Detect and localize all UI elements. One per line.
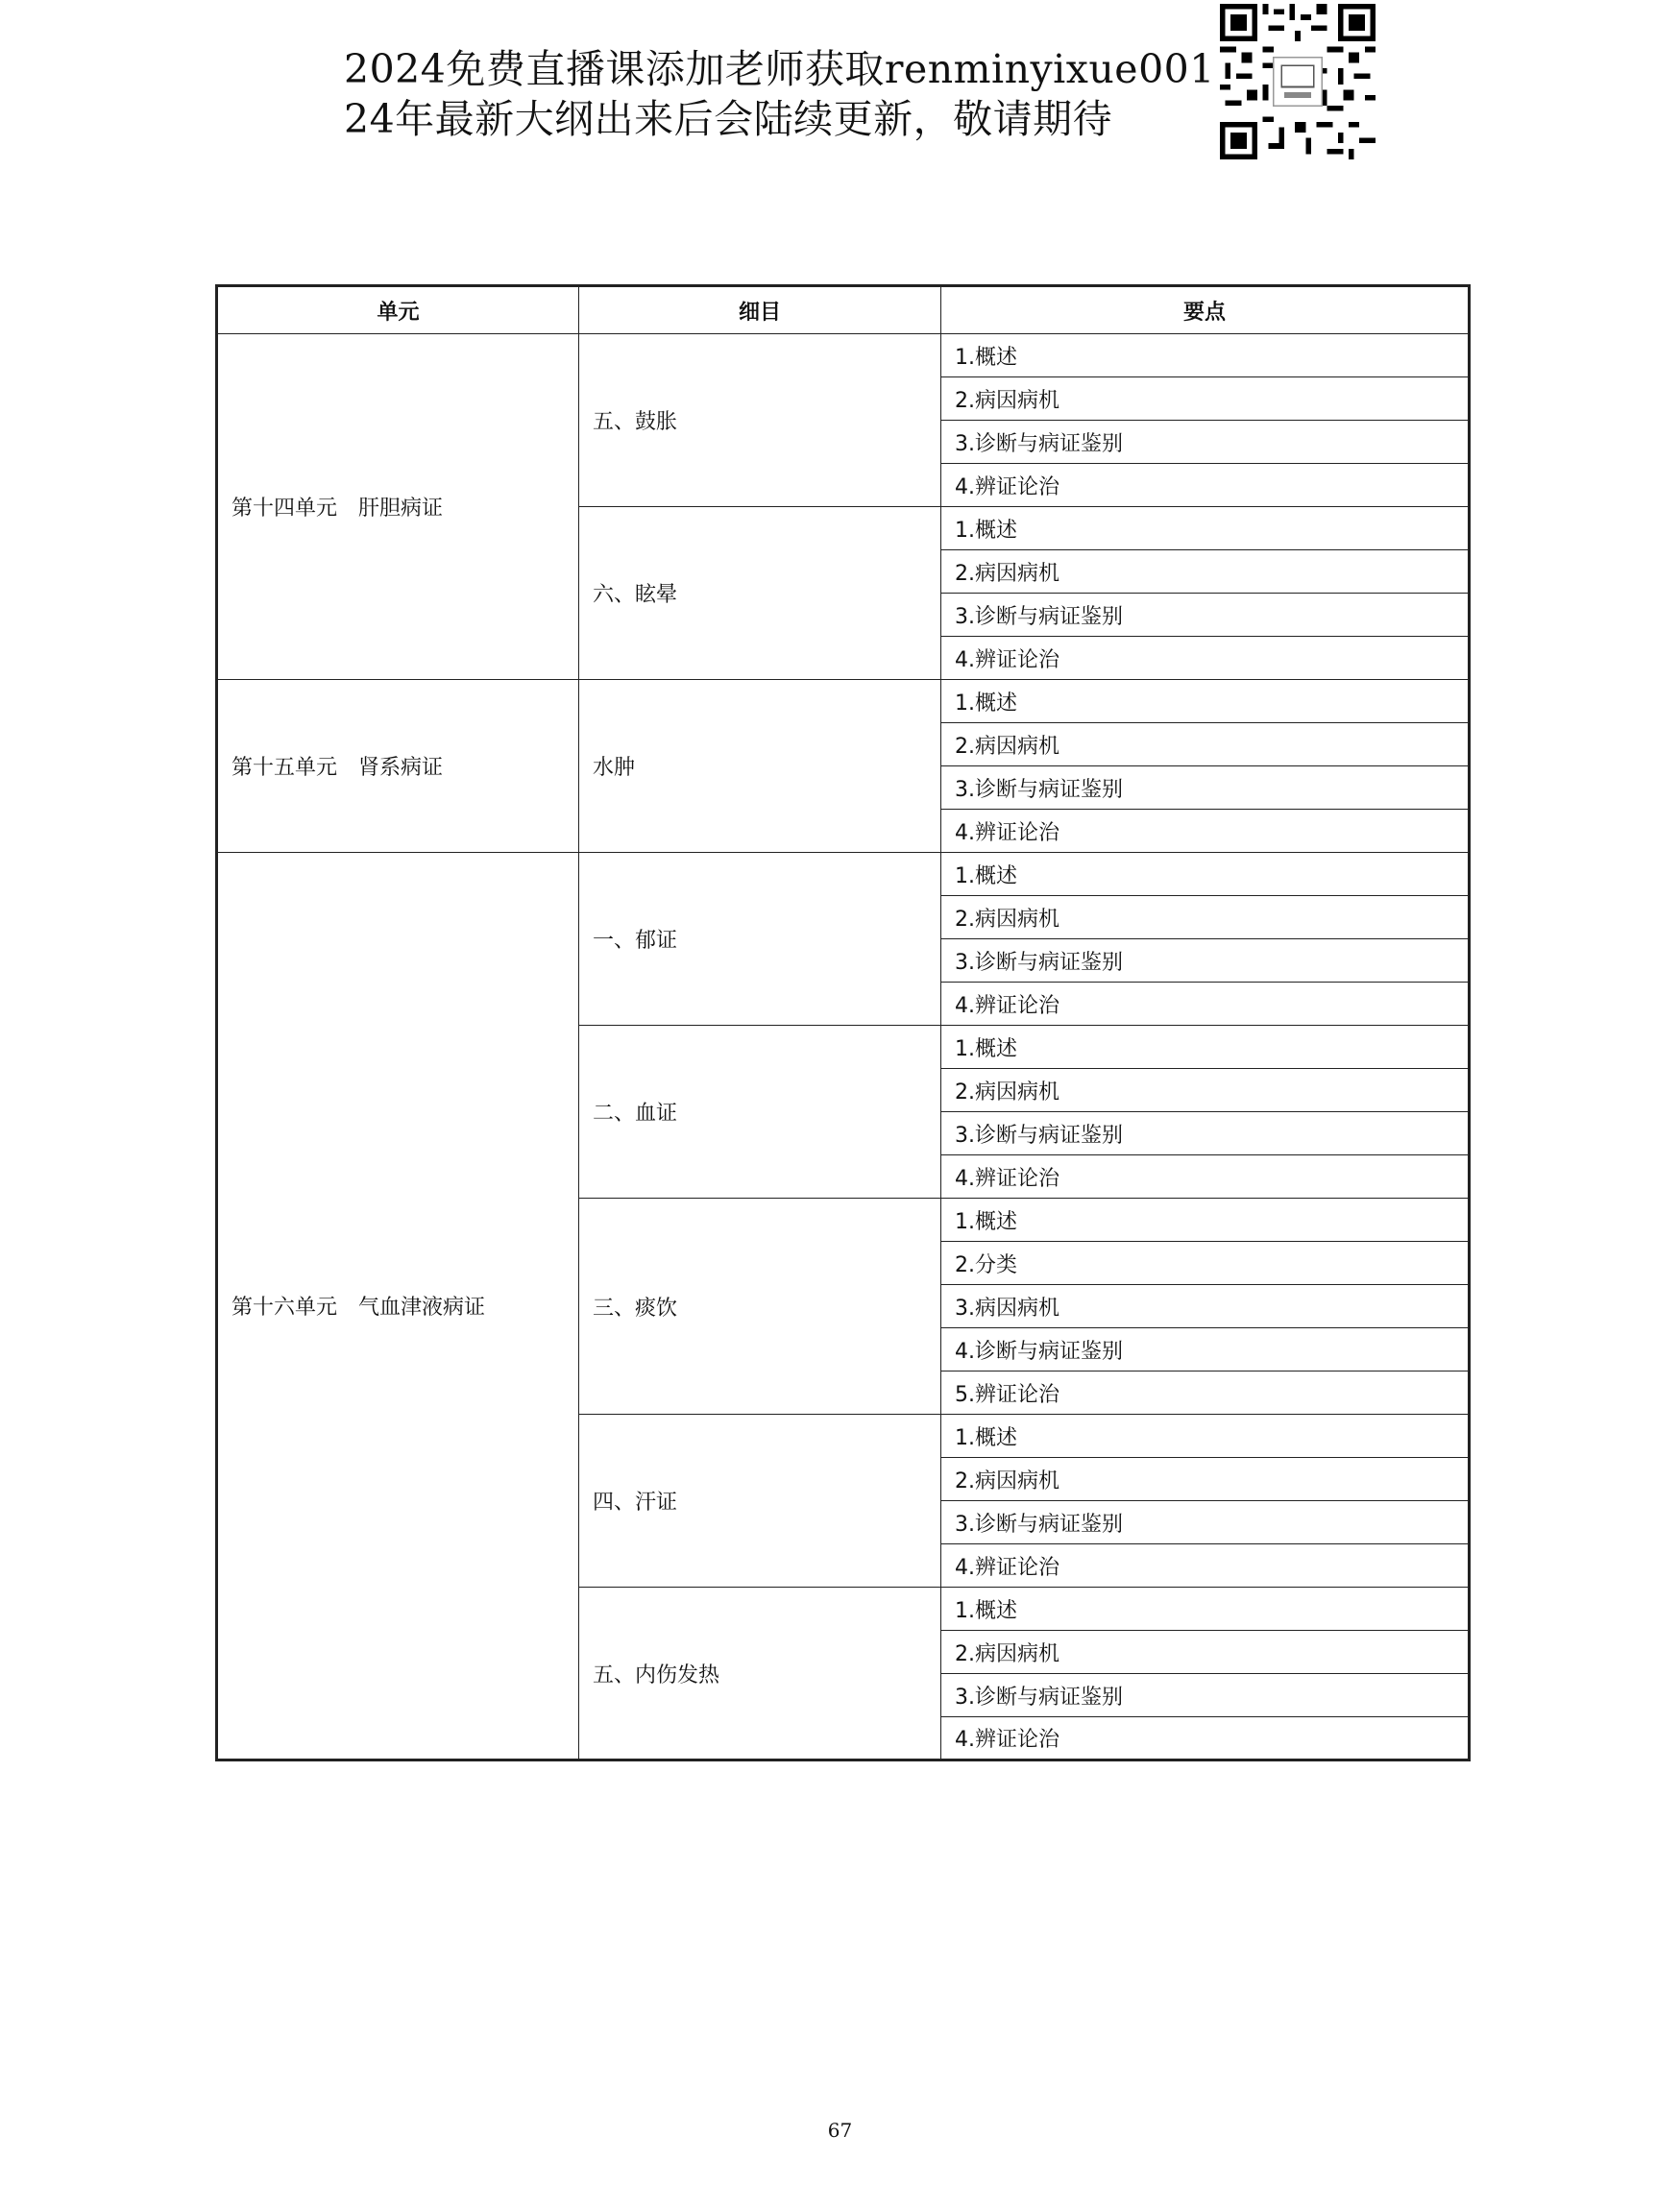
table-row [217,853,1470,896]
point-cell: 2.病因病机 [941,377,1470,421]
point-cell: 1.概述 [941,507,1470,550]
unit-cell: 第十四单元 肝胆病证 [217,334,579,680]
point-cell: 1.概述 [941,853,1470,896]
point-cell: 2.病因病机 [941,1069,1470,1112]
point-cell: 3.诊断与病证鉴别 [941,1674,1470,1717]
item-cell: 三、痰饮 [579,1199,941,1415]
header-line-2: 24年最新大纲出来后会陆续更新，敬请期待 [344,96,1113,142]
item-cell: 五、内伤发热 [579,1588,941,1760]
table-row [217,334,1470,377]
point-cell: 4.辨证论治 [941,1717,1470,1760]
point-cell: 5.辨证论治 [941,1372,1470,1415]
item-cell: 水肿 [579,680,941,853]
table-row [217,680,1470,723]
item-cell: 六、眩晕 [579,507,941,680]
syllabus-table [215,284,1471,1761]
item-cell: 四、汗证 [579,1415,941,1588]
point-cell: 3.诊断与病证鉴别 [941,1501,1470,1544]
point-cell: 2.分类 [941,1242,1470,1285]
item-cell: 二、血证 [579,1026,941,1199]
unit-cell: 第十五单元 肾系病证 [217,680,579,853]
point-cell: 2.病因病机 [941,896,1470,939]
point-cell: 1.概述 [941,1588,1470,1631]
point-cell: 2.病因病机 [941,550,1470,594]
point-cell: 3.诊断与病证鉴别 [941,939,1470,983]
header-unit: 单元 [217,286,579,334]
point-cell: 3.诊断与病证鉴别 [941,1112,1470,1155]
point-cell: 2.病因病机 [941,1458,1470,1501]
point-cell: 1.概述 [941,334,1470,377]
point-cell: 3.病因病机 [941,1285,1470,1328]
qr-code-icon [1220,4,1376,159]
point-cell: 2.病因病机 [941,723,1470,766]
point-cell: 2.病因病机 [941,1631,1470,1674]
point-cell: 1.概述 [941,1199,1470,1242]
point-cell: 4.诊断与病证鉴别 [941,1328,1470,1372]
point-cell: 3.诊断与病证鉴别 [941,594,1470,637]
point-cell: 3.诊断与病证鉴别 [941,766,1470,810]
header [344,44,1215,144]
item-cell: 一、郁证 [579,853,941,1026]
item-cell: 五、鼓胀 [579,334,941,507]
unit-cell: 第十六单元 气血津液病证 [217,853,579,1760]
table-header-row [217,286,1470,334]
point-cell: 4.辨证论治 [941,1155,1470,1199]
point-cell: 4.辨证论治 [941,1544,1470,1588]
point-cell: 4.辨证论治 [941,637,1470,680]
point-cell: 1.概述 [941,680,1470,723]
header-line-1: 2024免费直播课添加老师获取renminyixue001 [344,46,1215,92]
page-number: 67 [827,2119,853,2142]
header-point: 要点 [941,286,1470,334]
point-cell: 4.辨证论治 [941,983,1470,1026]
point-cell: 1.概述 [941,1026,1470,1069]
point-cell: 1.概述 [941,1415,1470,1458]
header-item: 细目 [579,286,941,334]
point-cell: 4.辨证论治 [941,464,1470,507]
point-cell: 3.诊断与病证鉴别 [941,421,1470,464]
point-cell: 4.辨证论治 [941,810,1470,853]
